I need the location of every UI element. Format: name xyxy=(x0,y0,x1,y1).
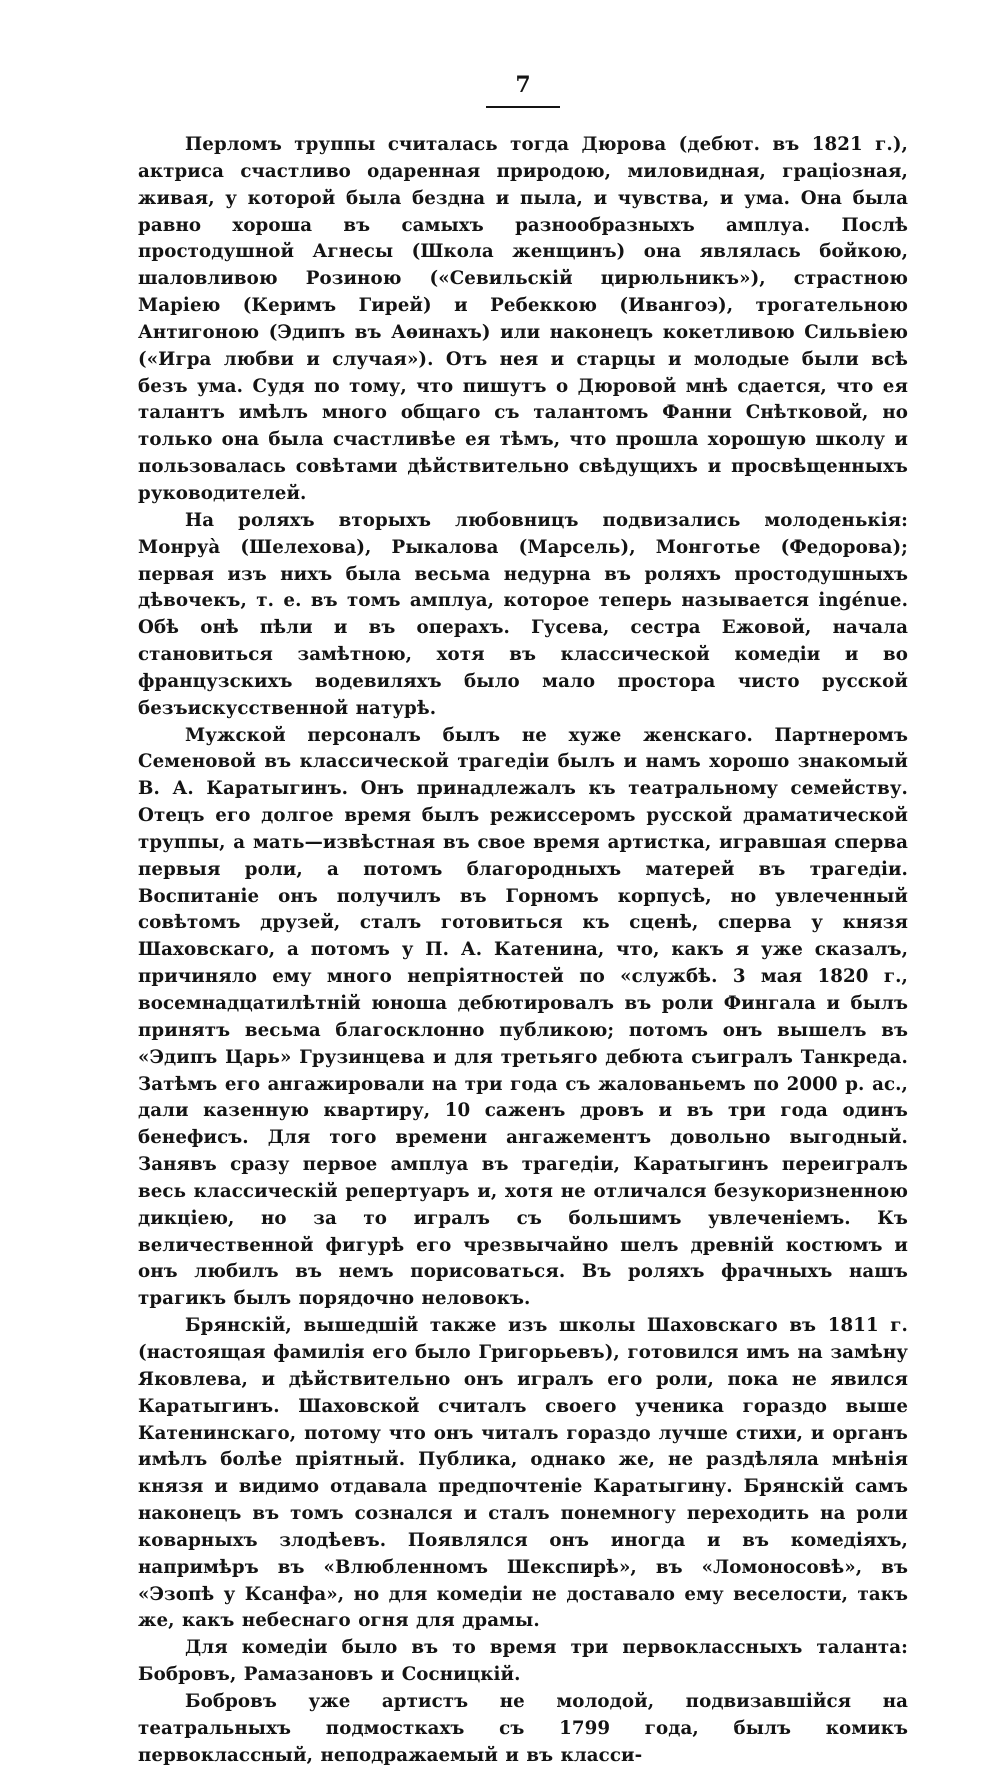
paragraph-durova: Перломъ труппы считалась тогда Дюрова (дебют. въ 1821 г.), актриса счастливо одаренная природою, миловидная, граціозная, живая, у которой была бездна и пыла, и чувства, и ума. Она была равно хороша въ самыхъ разнообразныхъ амплуа. Послѣ простодушной Агнесы (Школа женщинъ) она являлась бойкою, шаловливою Розиною («Севильскій цирюльникъ»), страстною Маріею (Керимъ Гирей) и Ребеккою (Ивангоэ), трогательною Антигоною (Эдипъ въ Аѳинахъ) или наконецъ кокетливою Сильвіею («Игра любви и случая»). Отъ нея и старцы и молодые были всѣ безъ ума. Судя по тому, что пишутъ о Дюровой мнѣ сдается, что ея талантъ имѣлъ много общаго съ талантомъ Фанни Снѣтковой, но только она была счастливѣе ея тѣмъ, что прошла хорошую школу и пользовалась совѣтами дѣйствительно свѣдущихъ и просвѣщенныхъ руководителей. xyxy=(138,134,908,504)
page-number-rule xyxy=(486,106,560,108)
paragraph-bryansky: Брянскій, вышедшій также изъ школы Шаховскаго въ 1811 г. (настоящая фамилія его было Григорьевъ), готовился имъ на замѣну Яковлева, и дѣйствительно онъ игралъ его роли, пока не явился Каратыгинъ. Шаховской считалъ своего ученика гораздо выше Катенинскаго, потому что онъ читалъ гораздо лучше стихи, и органъ имѣлъ болѣе пріятный. Публика, однако же, не раздѣляла мнѣнія князя и видимо отдавала предпочтеніе Каратыгину. Брянскій самъ наконецъ въ томъ сознался и сталъ понемногу переходить на роли коварныхъ злодѣевъ. Появлялся онъ иногда и въ комедіяхъ, напримѣръ въ «Влюбленномъ Шекспирѣ», въ «Ломоносовѣ», въ «Эзопѣ у Ксанфа», но для комедіи не доставало ему веселости, такъ же, какъ небеснаго огня для драмы. xyxy=(138,1315,908,1632)
paragraph-young-actresses: На роляхъ вторыхъ любовницъ подвизались молоденькія: Монруà (Шелехова), Рыкалова (Марсель), Монготье (Федорова); первая изъ нихъ была весьма недурна въ роляхъ простодушныхъ дѣвочекъ, т. е. въ томъ амплуа, которое теперь называется ingénue. Обѣ онѣ пѣли и въ операхъ. Гусева, сестра Ежовой, начала становиться замѣтною, хотя въ классической комедіи и во французскихъ водевиляхъ было мало простора чисто русской безъискусственной натурѣ. xyxy=(138,509,908,719)
paragraph-comedy-talents: Для комедіи было въ то время три первоклассныхъ таланта: Бобровъ, Рамазановъ и Сосницкій. xyxy=(138,1637,908,1686)
page-number: 7 xyxy=(515,72,531,98)
paragraph-bobrov: Бобровъ уже артистъ не молодой, подвизавшійся на театральныхъ подмосткахъ съ 1799 года, былъ комикъ первоклассный, неподражаемый и въ класси- xyxy=(138,1690,908,1766)
paragraph-karatygin: Мужской персоналъ былъ не хуже женскаго. Партнеромъ Семеновой въ классической трагедіи былъ и намъ хорошо знакомый В. А. Каратыгинъ. Онъ принадлежалъ къ театральному семейству. Отецъ его долгое время былъ режиссеромъ русской драматической труппы, а мать—извѣстная въ свое время артистка, игравшая сперва первыя роли, а потомъ благородныхъ матерей въ трагедіи. Воспитаніе онъ получилъ въ Горномъ корпусѣ, но увлеченный совѣтомъ друзей, сталъ готовиться къ сценѣ, сперва у князя Шаховскаго, а потомъ у П. А. Катенина, что, какъ я уже сказалъ, причиняло ему много непріятностей по «службѣ. 3 мая 1820 г., восемнадцатилѣтній юноша дебютировалъ въ роли Фингала и былъ принятъ весьма благосклонно публикою; потомъ онъ вышелъ въ «Эдипъ Царь» Грузинцева и для третьяго дебюта съигралъ Танкреда. Затѣмъ его ангажировали на три года съ жалованьемъ по 2000 р. ас., дали казенную квартиру, 10 саженъ дровъ и въ три года одинъ бенефисъ. Для того времени ангажементъ довольно выгодный. Занявъ сразу первое амплуа въ трагедіи, Каратыгинъ переигралъ весь классическій репертуаръ и, хотя не отличался безукоризненною дикціею, но за то игралъ съ большимъ увлеченіемъ. Къ величественной фигурѣ его чрезвычайно шелъ древній костюмъ и онъ любилъ въ немъ порисоваться. Въ роляхъ фрачныхъ нашъ трагикъ былъ порядочно неловокъ. xyxy=(138,724,908,1310)
book-page xyxy=(138,70,908,1769)
